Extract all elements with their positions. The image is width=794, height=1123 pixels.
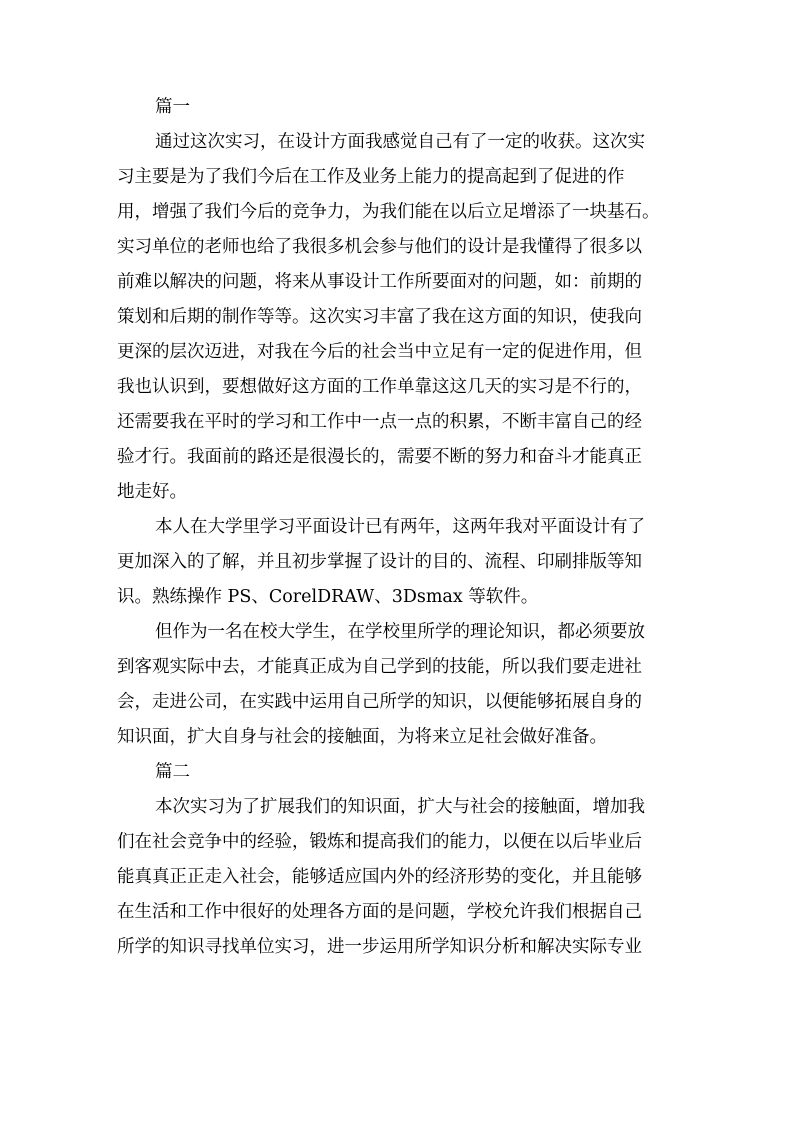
text-line: 所学的知识寻找单位实习，进一步运用所学知识分析和解决实际专业 — [117, 937, 642, 957]
text-line: 知识面，扩大自身与社会的接触面，为将来立足社会做好准备。 — [117, 727, 607, 747]
section-heading: 篇二 — [155, 762, 190, 782]
paragraph-first-line: 但作为一名在校大学生，在学校里所学的理论知识，都必须要放 — [155, 622, 645, 642]
paragraph-first-line: 本次实习为了扩展我们的知识面，扩大与社会的接触面，增加我 — [155, 797, 645, 817]
text-line: 到客观实际中去，才能真正成为自己学到的技能，所以我们要走进社 — [117, 657, 642, 677]
text-line: 前难以解决的问题，将来从事设计工作所要面对的问题，如：前期的 — [117, 272, 642, 292]
text-line: 我也认识到，要想做好这方面的工作单靠这这几天的实习是不行的， — [117, 377, 642, 397]
paragraph-first-line: 本人在大学里学习平面设计已有两年，这两年我对平面设计有了 — [155, 517, 645, 537]
text-line: 们在社会竞争中的经验，锻炼和提高我们的能力，以便在以后毕业后 — [117, 832, 642, 852]
text-line: 用，增强了我们今后的竞争力，为我们能在以后立足增添了一块基石。 — [117, 202, 660, 222]
text-line: 更深的层次迈进，对我在今后的社会当中立足有一定的促进作用，但 — [117, 342, 642, 362]
paragraph-first-line: 通过这次实习，在设计方面我感觉自己有了一定的收获。这次实 — [155, 132, 645, 152]
text-line: 地走好。 — [117, 482, 187, 502]
text-line: 还需要我在平时的学习和工作中一点一点的积累，不断丰富自己的经 — [117, 412, 642, 432]
text-line: 能真真正正走入社会，能够适应国内外的经济形势的变化，并且能够 — [117, 867, 642, 887]
section-heading: 篇一 — [155, 97, 190, 117]
text-line: 策划和后期的制作等等。这次实习丰富了我在这方面的知识，使我向 — [117, 307, 642, 327]
text-line: 验才行。我面前的路还是很漫长的，需要不断的努力和奋斗才能真正 — [117, 447, 642, 467]
text-line: 识。熟练操作 PS、CorelDRAW、3Dsmax 等软件。 — [117, 587, 539, 607]
document-body — [117, 90, 679, 965]
text-line: 在生活和工作中很好的处理各方面的是问题，学校允许我们根据自己 — [117, 902, 642, 922]
text-line: 更加深入的了解，并且初步掌握了设计的目的、流程、印刷排版等知 — [117, 552, 642, 572]
text-line: 会，走进公司，在实践中运用自己所学的知识，以便能够拓展自身的 — [117, 692, 642, 712]
text-line: 习主要是为了我们今后在工作及业务上能力的提高起到了促进的作 — [117, 167, 625, 187]
text-line: 实习单位的老师也给了我很多机会参与他们的设计是我懂得了很多以 — [117, 237, 642, 257]
